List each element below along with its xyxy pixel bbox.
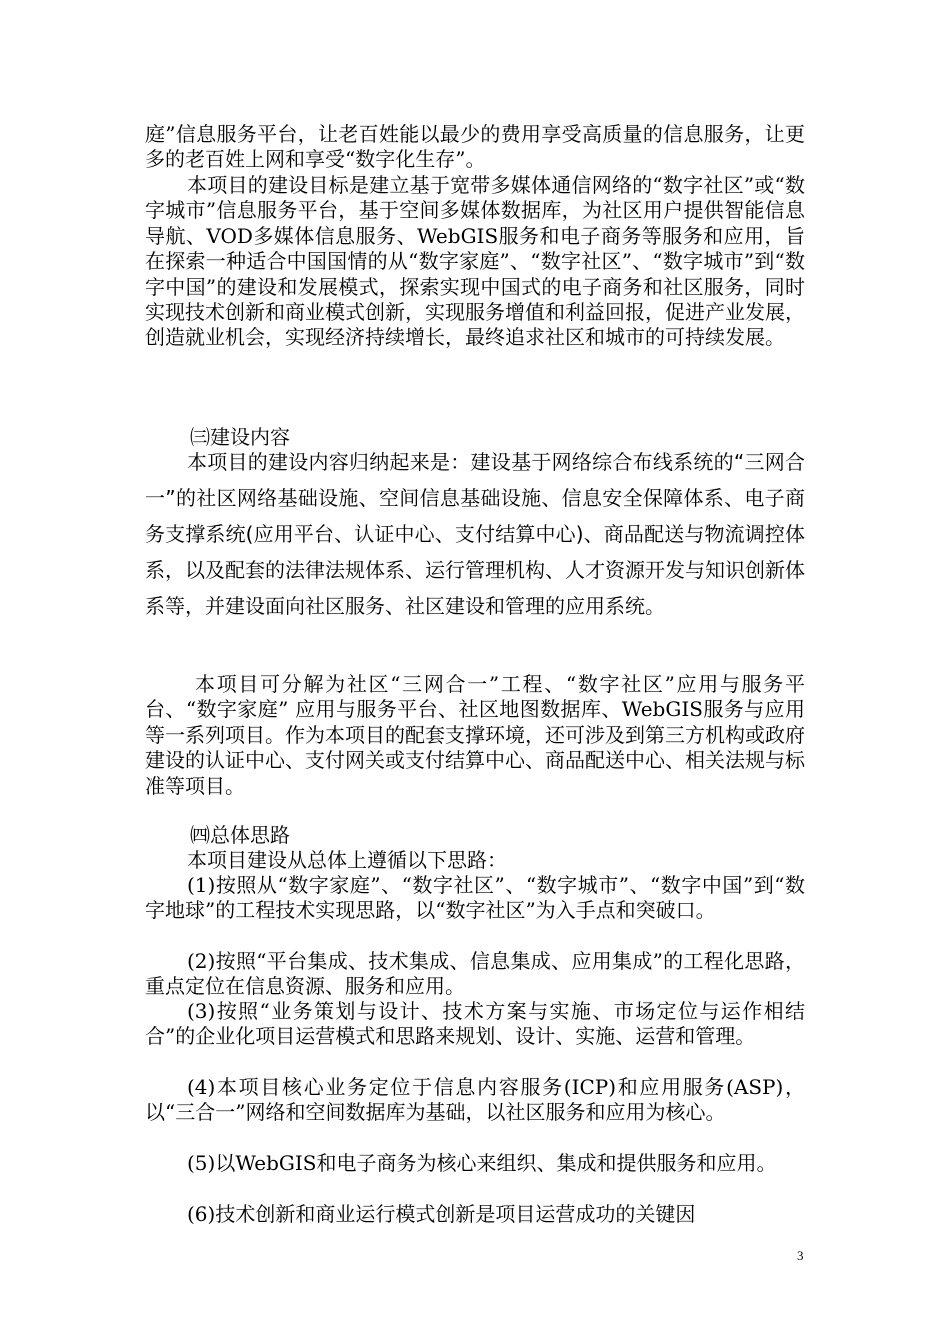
list-item-approach-4: (4)本项目核心业务定位于信息内容服务(ICP)和应用服务(ASP)，以“三合一”网络和空间数据库为基础，以社区服务和应用为核心。 — [145, 1075, 805, 1125]
paragraph-project-breakdown: 本项目可分解为社区“三网合一”工程、“数字社区”应用与服务平台、“数字家庭” 应用与服务平台、社区地图数据库、WebGIS服务与应用等一系列项目。作为本项目的配套支撑环境，还可涉及到第三方机构或政府建设的认证中心、支付网关或支付结算中心、商品配送中心、相关法规与标准等项目。 — [145, 672, 805, 798]
section-heading-overall-approach: ㈣总体思路 — [190, 823, 290, 847]
list-item-approach-6: (6)技术创新和商业运行模式创新是项目运营成功的关键因 — [187, 1202, 696, 1226]
paragraph-approach-intro: 本项目建设从总体上遵循以下思路： — [187, 848, 507, 872]
paragraph-construction-goal: 本项目的建设目标是建立基于宽带多媒体通信网络的“数字社区”或“数字城市”信息服务平台，基于空间多媒体数据库，为社区用户提供智能信息导航、VOD多媒体信息服务、WebGIS服务和电子商务等服务和应用，旨在探索一种适合中国国情的从“数字家庭”、“数字社区”、“数字城市”到“数字中国”的建设和发展模式，探索实现中国式的电子商务和社区服务，同时实现技术创新和商业模式创新，实现服务增值和利益回报，促进产业发展，创造就业机会，实现经济持续增长，最终追求社区和城市的可持续发展。 — [145, 173, 805, 350]
page-number: 3 — [797, 1248, 804, 1263]
section-heading-construction-content: ㈢建设内容 — [190, 425, 290, 449]
list-item-approach-3: (3)按照“业务策划与设计、技术方案与实施、市场定位与运作相结合”的企业化项目运营模式和思路来规划、设计、实施、运营和管理。 — [145, 999, 805, 1049]
list-item-approach-5: (5)以WebGIS和电子商务为核心来组织、集成和提供服务和应用。 — [187, 1151, 777, 1175]
list-item-approach-1: (1)按照从“数字家庭”、“数字社区”、“数字城市”、“数字中国”到“数字地球”的工程技术实现思路，以“数字社区”为入手点和突破口。 — [145, 873, 805, 923]
paragraph-construction-content: 本项目的建设内容归纳起来是：建设基于网络综合布线系统的“三网合一”的社区网络基础设施、空间信息基础设施、信息安全保障体系、电子商务支撑系统(应用平台、认证中心、支付结算中心)、商品配送与物流调控体系，以及配套的法律法规体系、运行管理机构、人才资源开发与知识创新体系等，并建设面向社区服务、社区建设和管理的应用系统。 — [145, 450, 805, 618]
paragraph-continuation: 庭”信息服务平台，让老百姓能以最少的费用享受高质量的信息服务，让更多的老百姓上网和享受“数字化生存”。 — [145, 122, 805, 172]
list-item-approach-2: (2)按照“平台集成、技术集成、信息集成、应用集成”的工程化思路，重点定位在信息资源、服务和应用。 — [145, 949, 805, 999]
